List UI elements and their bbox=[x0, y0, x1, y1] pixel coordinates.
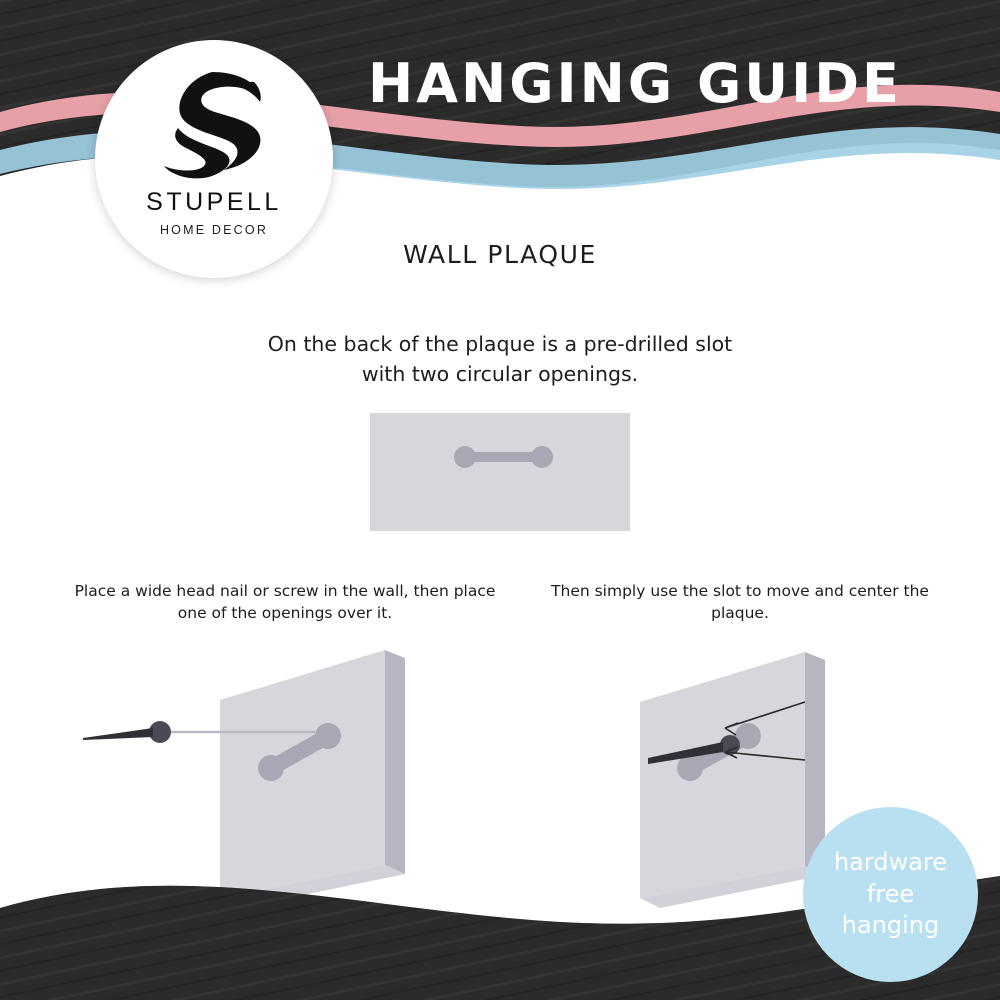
badge-line-3: hanging bbox=[841, 911, 940, 940]
brand-name: STUPELL bbox=[146, 188, 282, 216]
step-2-text: Place a wide head nail or screw in the wall, then place one of the openings over it. bbox=[74, 582, 496, 623]
step-1-text: On the back of the plaque is a pre-drilled slot with two circular openings. bbox=[267, 332, 733, 386]
brand-tagline: HOME DECOR bbox=[159, 223, 269, 237]
badge-line-2: free bbox=[866, 879, 915, 908]
page-title: HANGING GUIDE bbox=[368, 52, 902, 115]
brand-logo-badge bbox=[95, 40, 333, 278]
product-type-label: WALL PLAQUE bbox=[403, 240, 597, 269]
step-1-diagram bbox=[370, 413, 630, 537]
stupell-swoosh-logo-icon bbox=[154, 66, 274, 184]
step-3-text: Then simply use the slot to move and center the plaque. bbox=[551, 582, 929, 623]
badge-line-1: hardware bbox=[833, 847, 948, 876]
plaque-back-with-keyhole-slot-icon bbox=[370, 413, 630, 533]
hardware-free-hanging-badge bbox=[803, 807, 978, 982]
